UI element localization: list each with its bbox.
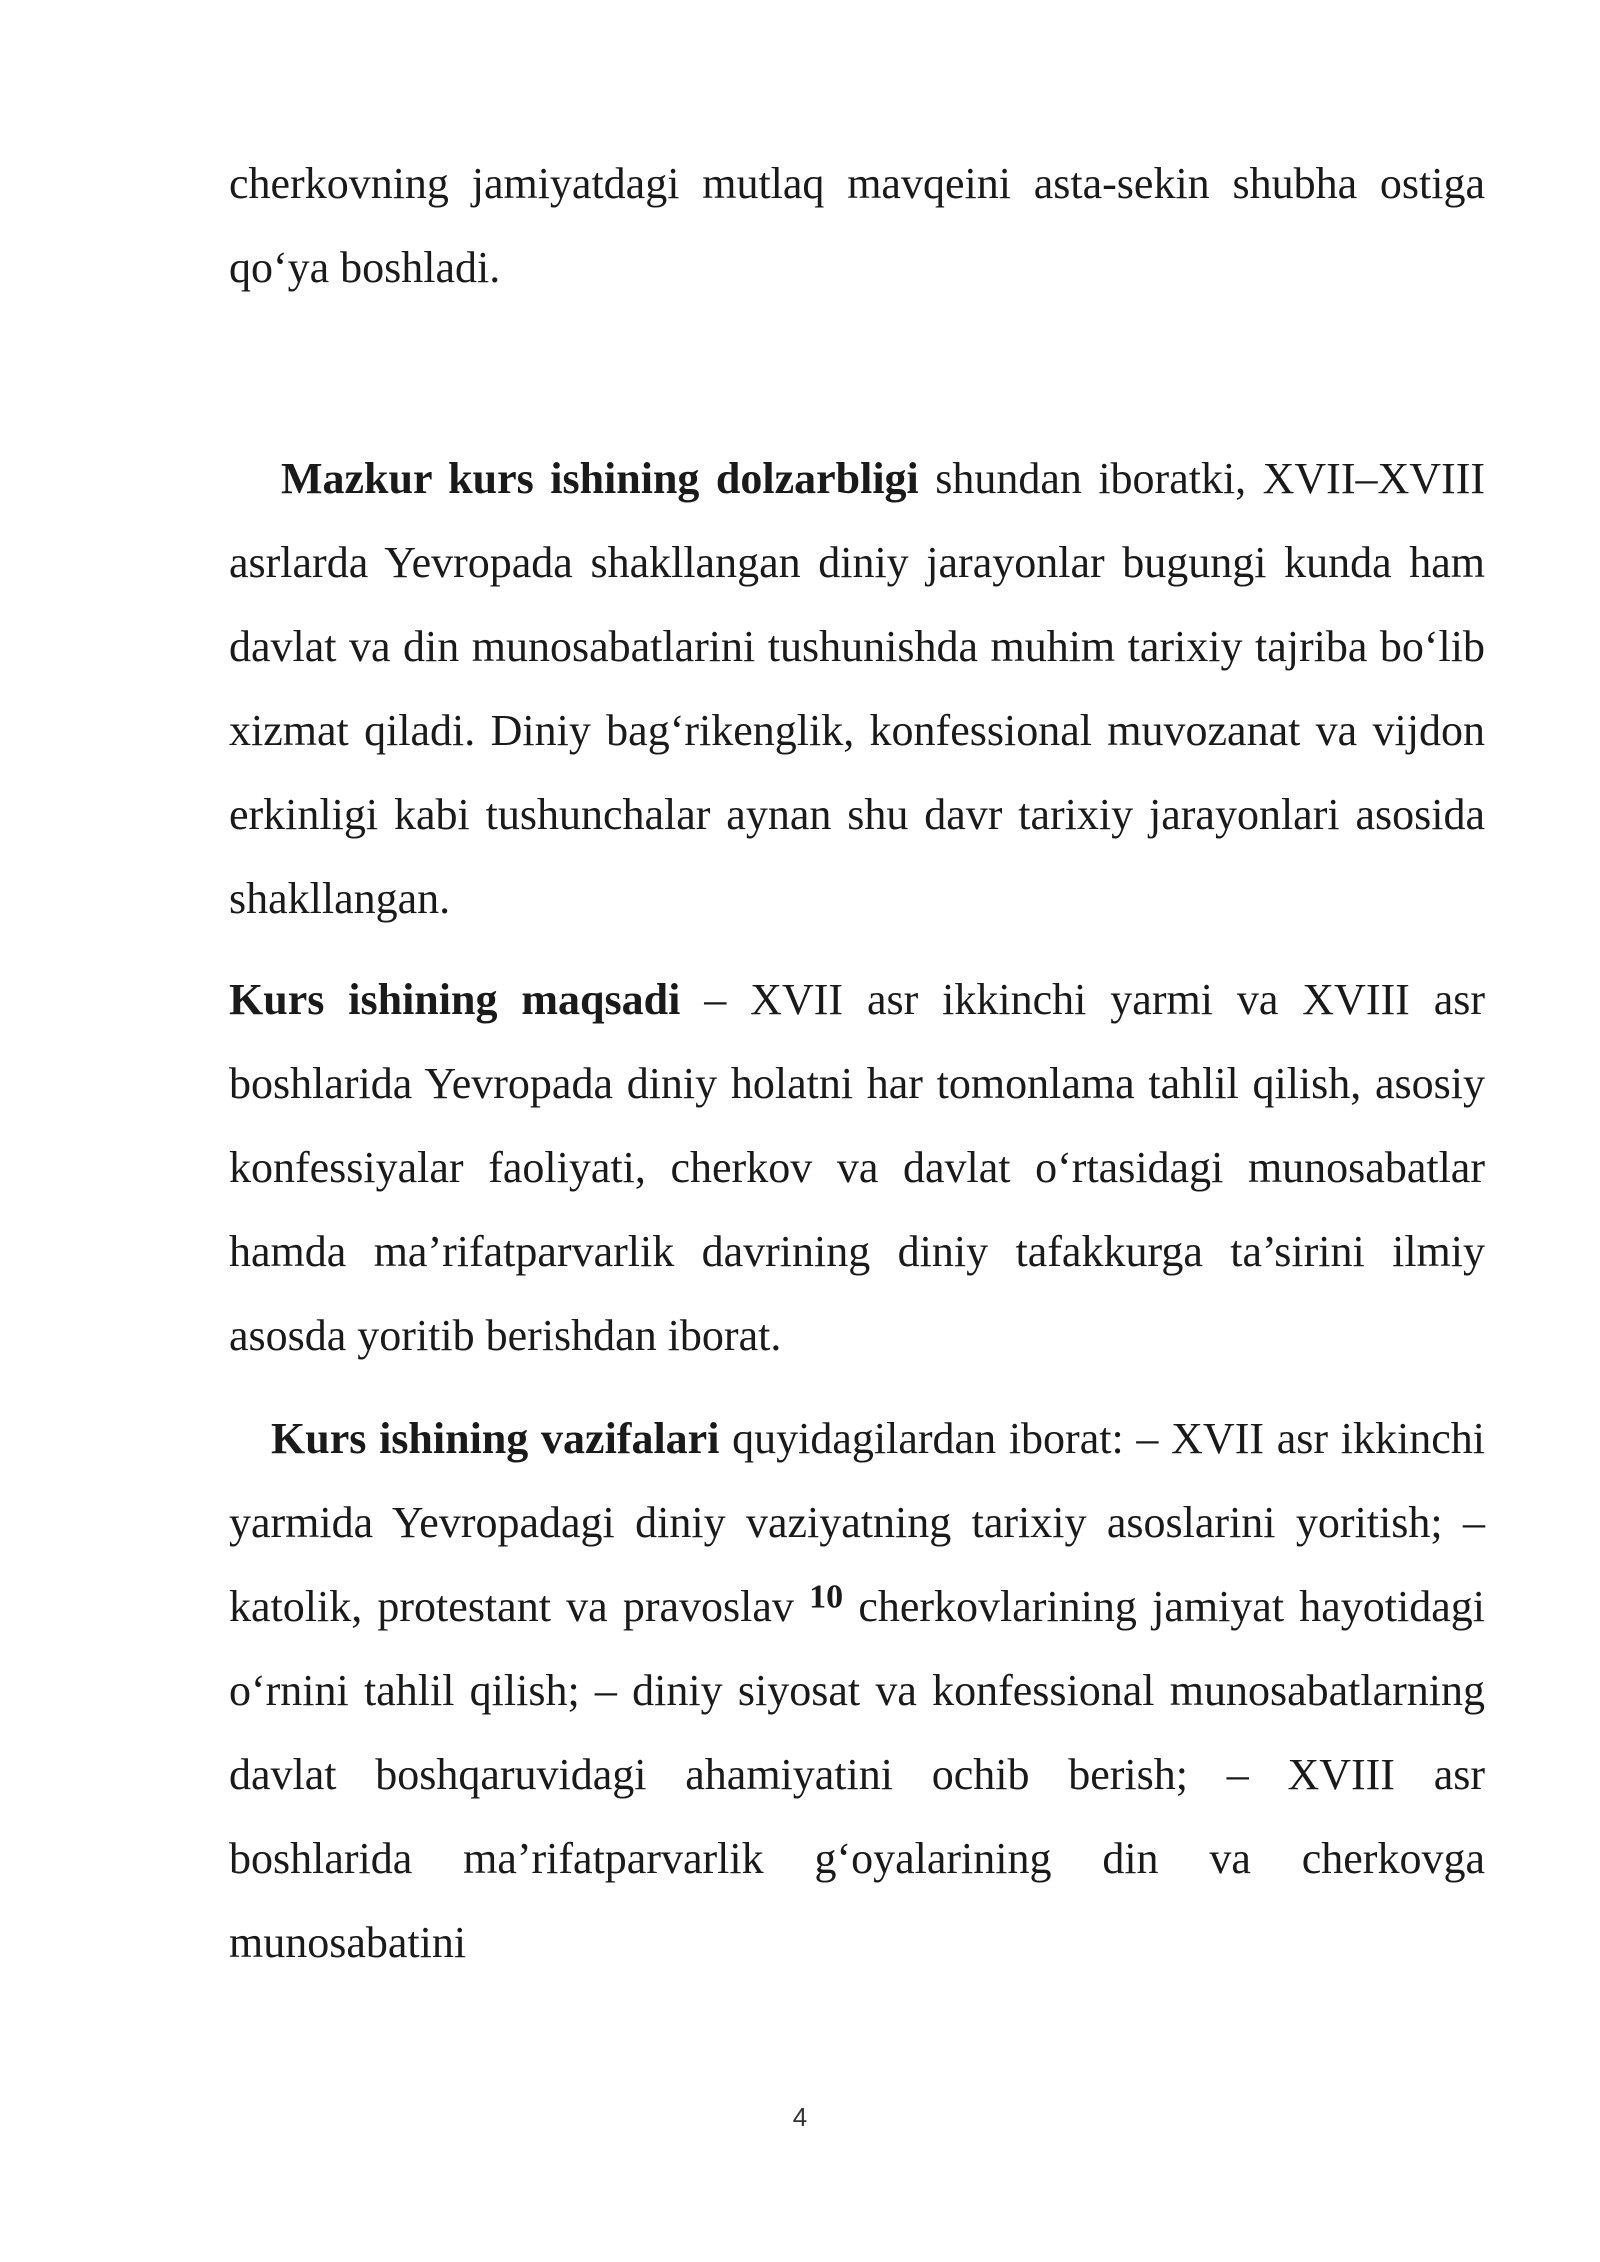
relevance-paragraph [229,437,1485,941]
intro-paragraph [229,142,1485,310]
tasks-paragraph [229,1397,1485,1985]
page-number: 4 [792,2102,808,2132]
intro-text: cherkovning jamiyatdagi mutlaq mavqeini asta-sekin shubha ostiga qo‘ya boshladi. [229,159,1485,292]
tasks-heading: Kurs ishining vazifalari [271,1414,720,1463]
footnote-reference[interactable]: 10 [809,1578,844,1616]
goal-heading: Kurs ishining maqsadi [229,975,681,1024]
relevance-text: shundan iboratki, XVII–XVIII asrlarda Yevropada shakllangan diniy jarayonlar bugungi kunda ham davlat va din munosabatlarini tushunishda muhim tarixiy tajriba bo‘lib xizmat qiladi. Diniy bag‘rikenglik, konfessional muvozanat va vijdon erkinligi kabi tushunchalar aynan shu davr tarixiy jarayonlari asosida shakllangan. [229,454,1485,923]
goal-text: – XVII asr ikkinchi yarmi va XVIII asr boshlarida Yevropada diniy holatni har tomonlama tahlil qilish, asosiy konfessiyalar faoliyati, cherkov va davlat o‘rtasidagi munosabatlar hamda ma’rifatparvarlik davrining diniy tafakkurga ta’sirini ilmiy asosda yoritib berishdan iborat. [229,975,1486,1360]
tasks-text-part-1: quyidagilardan iborat: – XVII asr ikkinchi yarmida Yevropadagi diniy vaziyatning tarixiy asoslarini yoritish; – katolik, protestant va pravoslav [229,1414,1485,1631]
relevance-heading: Mazkur kurs ishining dolzarbligi [281,454,919,503]
goal-paragraph [229,958,1485,1378]
tasks-text-part-2: cherkovlarining jamiyat hayotidagi o‘rnini tahlil qilish; – diniy siyosat va konfessional munosabatlarning davlat boshqaruvidagi ahamiyatini ochib berish; – XVIII asr boshlarida ma’rifatparvarlik g‘oyalarining din va cherkovga munosabatini [229,1582,1485,1967]
